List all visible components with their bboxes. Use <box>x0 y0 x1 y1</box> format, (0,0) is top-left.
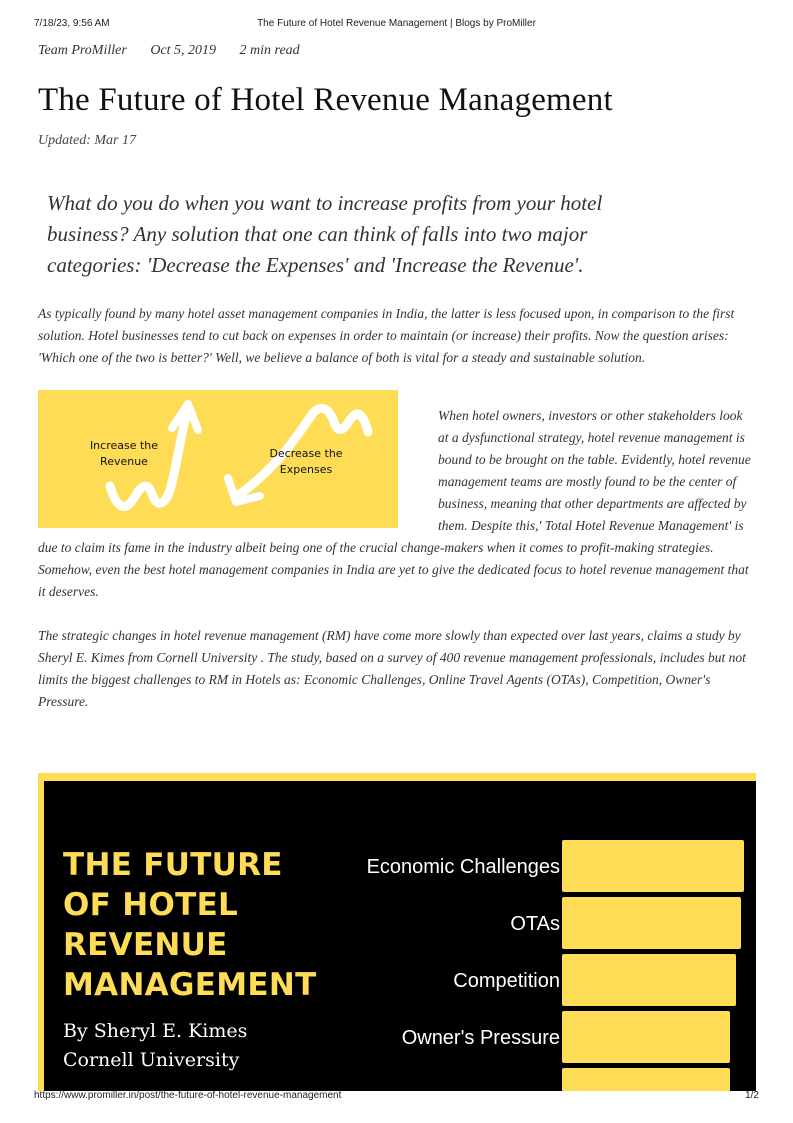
challenge-bar-partial <box>562 1068 730 1091</box>
post-date: Oct 5, 2019 <box>150 43 217 58</box>
challenge-bar-economic <box>562 840 744 892</box>
post-meta <box>38 40 753 62</box>
post-read-time: 2 min read <box>239 43 300 58</box>
post-paragraph-1: As typically found by many hotel asset management companies in India, the latter is less focused upon, in comparison to the first solution. Hotel businesses tend to cut back on expenses in order to maintain (or increase) their profits. Now the question arises: 'Which one of the two is better?' Well, we believe a balance of both is vital for a steady and sustainable solution. <box>38 306 735 365</box>
infographic-title: THE FUTURE OF HOTEL REVENUE MANAGEMENT <box>63 847 317 1003</box>
challenge-bar-competition <box>562 954 736 1006</box>
print-header <box>34 18 759 32</box>
post-paragraph-2: When hotel owners, investors or other stakeholders look at a dysfunctional strategy, hotel revenue management is bound to be brought on the table. Evidently, hotel revenue management teams are mostly found to be the center of business, meaning that other departments are affected by them. Despite this,' Total Hotel Revenue Management' is due to claim its fame in the industry albeit being one of the crucial change-makers when it comes to profit-making strategies. Somehow, even the best hotel management companies in India are yet to give the dedicated focus to hotel revenue management that it deserves. <box>38 408 751 599</box>
print-url: https://www.promiller.in/post/the-future-of-hotel-revenue-management <box>34 1090 342 1101</box>
post-updated: Updated: Mar 17 <box>38 133 136 148</box>
challenge-bar-owners-pressure <box>562 1011 730 1063</box>
blog-post <box>38 40 753 713</box>
challenge-bar-otas <box>562 897 741 949</box>
infographic <box>38 773 756 1091</box>
post-author-link[interactable]: Team ProMiller <box>38 43 127 58</box>
challenge-label-economic: Economic Challenges <box>366 856 560 878</box>
print-page-title: The Future of Hotel Revenue Management | Blogs by ProMiller <box>257 18 536 29</box>
decrease-expenses-label: Decrease the Expenses <box>269 447 343 476</box>
challenge-label-otas: OTAs <box>510 913 560 935</box>
challenge-label-competition: Competition <box>453 970 560 992</box>
post-paragraph-3: The strategic changes in hotel revenue management (RM) have come more slowly than expected over last years, claims a study by Sheryl E. Kimes from Cornell University . The study, based on a survey of 400 revenue management professionals, includes but not limits the biggest challenges to RM in Hotels as: Economic Challenges, Online Travel Agents (OTAs), Competition, Owner's Pressure. <box>38 628 746 709</box>
print-footer <box>34 1090 759 1104</box>
increase-revenue-label: Increase the Revenue <box>89 439 159 468</box>
infographic-panel <box>44 781 756 1091</box>
infographic-author-name: By Sheryl E. Kimes <box>63 1020 248 1042</box>
challenge-label-owners-pressure: Owner's Pressure <box>401 1027 560 1049</box>
print-page-number: 1/2 <box>745 1090 759 1101</box>
float-block <box>38 389 753 603</box>
print-datetime: 7/18/23, 9:56 AM <box>34 18 110 29</box>
post-lead-quote: What do you do when you want to increase profits from your hotel business? Any solution that one can think of falls into two major categories: 'Decrease the Expenses' and 'Increase the Revenue'. <box>47 191 603 277</box>
revenue-expenses-banner <box>38 390 398 528</box>
infographic-author-affiliation: Cornell University <box>63 1049 240 1071</box>
post-title: The Future of Hotel Revenue Management <box>38 82 613 118</box>
